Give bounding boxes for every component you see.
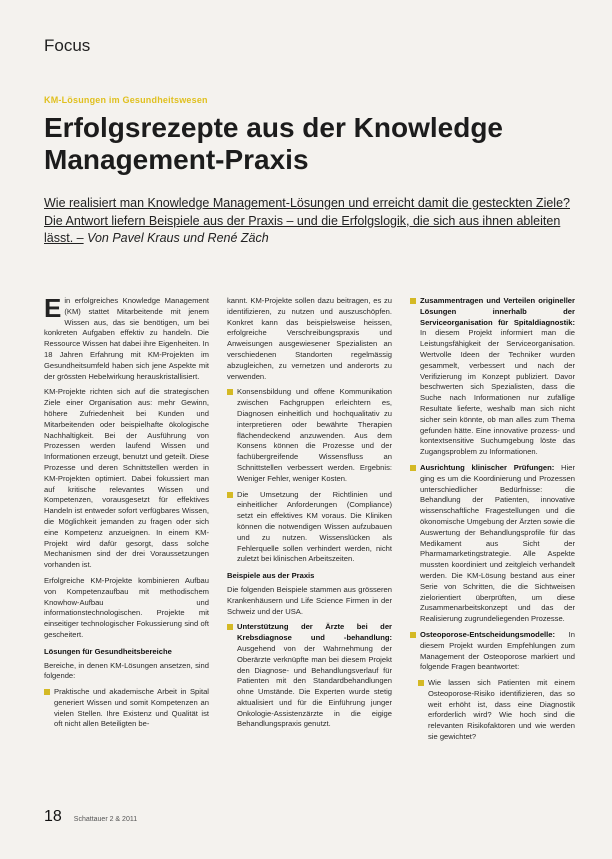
column-1 <box>44 293 209 735</box>
paragraph: kannt. KM-Projekte sollen dazu beitragen, es zu identifizieren, zu nutzen und auszuschöpfen. Konkret kann das beispielsweise heissen, erfolgreiche Verschreibungspraxis und Anweisungen ausgewiesener Spezialisten an verschiedenen Standorten regelmässig abzugleichen, zu vernetzen und anderorts zu verwenden. <box>227 296 392 381</box>
sub-bullet-item <box>418 678 575 743</box>
paragraph: KM-Projekte richten sich auf die strategischen Ziele einer Organisation aus: mehr Gewinn, höhere Zufriedenheit bei Kunden und Mitarbeitenden oder beispielhafte ökologische Nachhaltigkeit. Bei der Ausführung von Prozessen werden laufend Wissen und Informationen erzeugt, benutzt und geteilt. Diese Prozesse und deren Schnittstellen werden in KM-Projekten optimiert. Dabei fokussiert man auf kritische relevantes Wissen und Kompetenzen, vorausgesetzt für effektives Handeln ist entweder sofort verfügbares Wissen, die Möglichkeit jemanden zu fragen oder sich eine Kompetenz anzueignen. In einem KM-Projekt wird dafür gesorgt, dass solche Mechanismen sind der drei Voraussetzungen vorhanden ist. <box>44 387 209 570</box>
page-number: 18 <box>44 808 62 825</box>
square-bullet-icon <box>44 689 50 695</box>
publication-source: Schattauer 2 & 2011 <box>73 816 138 823</box>
article-lead <box>44 195 574 248</box>
bullet-text: Praktische und akademische Arbeit in Spital generiert Wissen und somit Kompetenzen an vielen Stellen. Ihre Existenz und Qualität ist oft nicht allen Beteiligten be- <box>54 687 209 729</box>
bullet-item <box>410 630 575 673</box>
paragraph-intro <box>44 293 209 382</box>
bullet-text <box>420 296 575 458</box>
section-label: Focus <box>44 36 91 55</box>
bullet-item <box>227 622 392 730</box>
lead-text: Wie realisiert man Knowledge Management-Lösungen und erreicht damit die gesteckten Ziele? Die Antwort liefern Beispiele aus der Praxis – und die Erfolgslogik, die sich aus ihnen ableiten lässt. – <box>44 196 570 245</box>
bullet-body: In diesem Projekt wurden Empfehlungen zum Management der Osteoporose markiert und folgende Fragen beantwortet: <box>420 629 575 672</box>
bullet-lead: Osteoporose-Entscheidungsmodelle: <box>420 629 556 639</box>
paragraph: Die folgenden Beispiele stammen aus grösseren Krankenhäusern und Life Science Firmen in der Schweiz und der USA. <box>227 584 392 616</box>
byline: Von Pavel Kraus und René Zäch <box>87 231 269 245</box>
intro-text: in erfolgreiches Knowledge Management (KM) stattet Mitarbeitende mit jenem Wissen aus, das sie benötigen, um bei konkreten Aufgaben effektiv zu handeln. Die Ressource Wissen hat dabei ihre Eigenheiten. In 18 Jahren Erfahrung mit KM-Projekten im Gesundheitsumfeld haben sich jene Aspekte mit der grössten Hebelwirkung herauskristallisiert. <box>44 296 209 381</box>
bullet-text: Wie lassen sich Patienten mit einem Osteoporose-Risiko identifizieren, das so weit erhöht ist, dass eine Diagnostik erforderlich wird? Wie hoch sind die relevanten Risikofaktoren und wie werden sie gewichtet? <box>428 678 575 742</box>
bullet-text <box>237 622 392 730</box>
column-3 <box>410 296 575 748</box>
bullet-item <box>410 296 575 458</box>
article-kicker: KM-Lösungen im Gesundheitswesen <box>44 95 208 105</box>
article-title: Erfolgsrezepte aus der Knowledge Management-Praxis <box>44 112 503 175</box>
page-footer <box>44 808 137 826</box>
drop-cap: E <box>44 293 62 323</box>
bullet-item <box>410 463 575 625</box>
square-bullet-icon <box>410 632 416 638</box>
bullet-body: In diesem Projekt informiert man die Leistungsfähigkeit der Serviceorganisation. Wertvolle Ideen der Techniker wurden gesammelt, verbessert und nach der Verifizierung im Konzept publiziert. Davor beschwerten sich Spezialisten, dass die Suche nach Informationen nur zufällige Resultate lieferte, weshalb man sich nicht sicher sein könnte, ob man alles zum Thema gefunden hätte. Eine innovative prozess- und kontextsensitive Suchumgebung löste das Zugangsproblem zu Informationen. <box>420 328 575 457</box>
square-bullet-icon <box>227 624 233 630</box>
bullet-lead: Ausrichtung klinischer Prüfungen: <box>420 462 555 472</box>
bullet-item <box>44 687 209 730</box>
bullet-body: Ausgehend von der Wahrnehmung der Oberärzte verknüpfte man bei diesem Projekt den Diagnose- und Behandlungsverlauf für Patienten mit den Standardbehandlungen ohne Umstände. Die Experten wurde stetig aktualisiert und für die Einführung junger Onkologie-Assistenzärzte in die eigige Behandlungspraxis genutzt. <box>237 643 392 729</box>
bullet-body: Hier ging es um die Koordinierung und Prozessen unterschiedlicher Bedürfnisse: die Behandlung der Patienten, innovative wissenschaftliche Fragestellungen und die ökonomische Umgebung der Ärzten sowie die Auswertung der Behandlungsprofile für das Medikament aus Sicht der Pharmamarketingstrategie. Alle Aspekte mussten koordiniert und zeitgleich verhandelt werden. Die KM-Lösung bestand aus einer Serie von Schritten, die die Sichtweisen zielorientiert überprüften, um diese Zusammenarbeitskonzept und das der Realisierung zugrundeliegenden Prozesse. <box>420 462 575 624</box>
bullet-text: Konsensbildung und offene Kommunikation zwischen Fachgruppen erleichtern es, Diagnosen einheitlich und hochqualitativ zu interpretieren oder bewährte Therapien flächendeckend anzuwenden. Aus dem Konsens können die Prozesse und der fachübergreifende Wissensfluss an Schnittstellen verbessert werden. Ergebnis: Weniger Fehler, weniger Kosten. <box>237 387 392 483</box>
square-bullet-icon <box>410 465 416 471</box>
square-bullet-icon <box>418 680 424 686</box>
subheading: Beispiele aus der Praxis <box>227 571 315 581</box>
square-bullet-icon <box>227 492 233 498</box>
column-2 <box>227 296 392 735</box>
square-bullet-icon <box>227 389 233 395</box>
paragraph: Bereiche, in denen KM-Lösungen ansetzen, sind folgende: <box>44 660 209 681</box>
bullet-text: Die Umsetzung der Richtlinien und einheitlicher Anforderungen (Compliance) setzt ein effektives KM voraus. Die Kliniken können die notwendigen Wissen aufzubauen und zu nutzen. Wissenslücken als Fehlerquelle sollen verhindert werden, nicht zuletzt bei klinischen Arbeitszeiten. <box>237 489 392 564</box>
bullet-text <box>420 463 575 625</box>
bullet-item <box>227 387 392 484</box>
bullet-lead: Zusammentragen und Verteilen origineller Lösungen innerhalb der Serviceorganisation für Spitaldiagnostik: <box>420 296 575 327</box>
subheading: Lösungen für Gesundheitsbereiche <box>44 646 172 656</box>
paragraph: Erfolgreiche KM-Projekte kombinieren Aufbau von Kompetenzaufbau mit methodischem Knowhow-Aufbau und informationstechnologischen. Projekte mit einseitiger technologischer Fokussierung sind oft gescheitert. <box>44 575 209 639</box>
bullet-text <box>420 630 575 673</box>
bullet-lead: Unterstützung der Ärzte bei der Krebsdiagnose und -behandlung: <box>237 622 392 643</box>
bullet-item <box>227 490 392 566</box>
square-bullet-icon <box>410 298 416 304</box>
